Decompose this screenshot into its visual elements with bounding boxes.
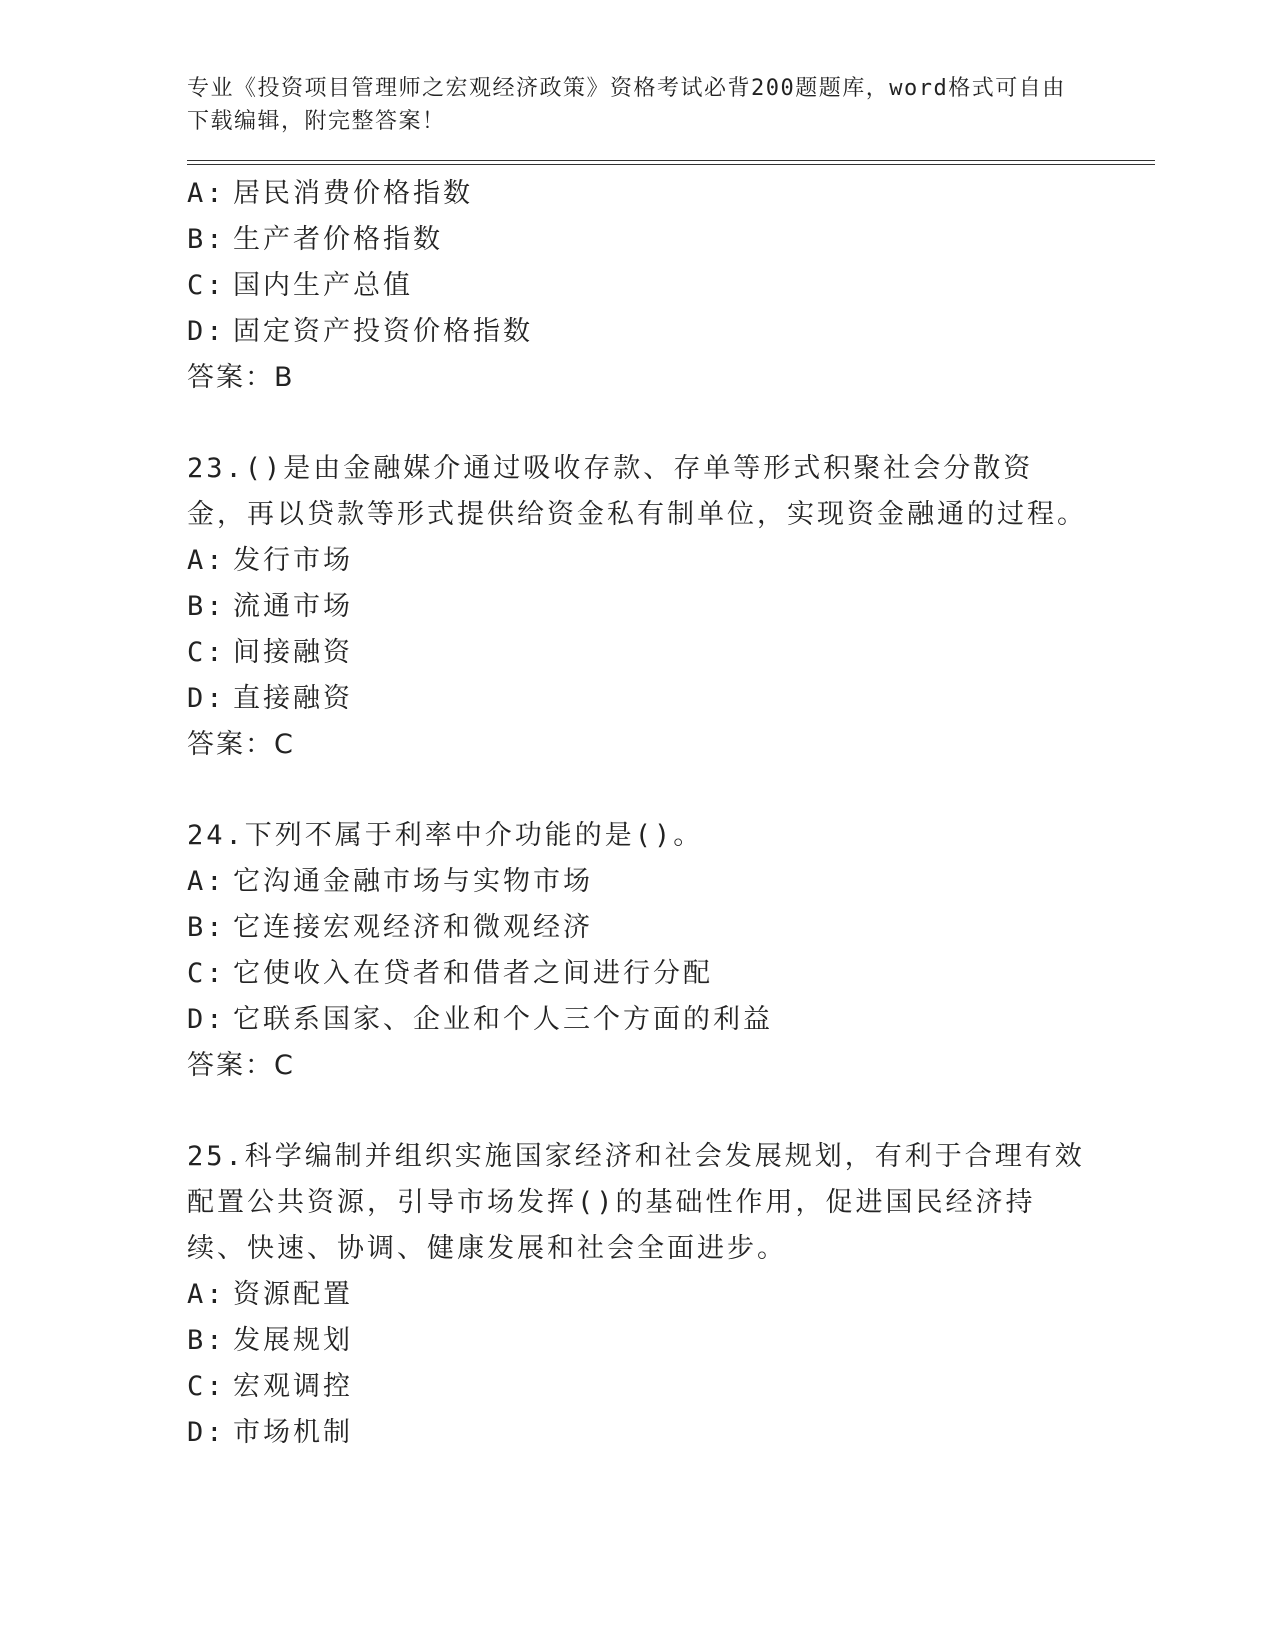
question-text: 23.()是由金融媒介通过吸收存款、存单等形式积聚社会分散资金，再以贷款等形式提供给资金私有制单位，实现资金融通的过程。 — [187, 453, 1087, 530]
question-23 — [187, 446, 1157, 768]
option-b — [187, 905, 1157, 951]
option-c — [187, 263, 1157, 309]
option-text: 间接融资 — [233, 637, 353, 668]
option-d — [187, 1410, 1157, 1456]
option-letter: B: — [187, 1325, 226, 1356]
question-text: 24.下列不属于利率中介功能的是()。 — [187, 820, 704, 851]
question-22 — [187, 171, 1157, 401]
option-c — [187, 630, 1157, 676]
question-25 — [187, 1134, 1157, 1456]
option-letter: B: — [187, 224, 226, 255]
option-text: 市场机制 — [233, 1417, 353, 1448]
option-text: 资源配置 — [233, 1279, 353, 1310]
option-a — [187, 171, 1157, 217]
option-text: 固定资产投资价格指数 — [233, 316, 533, 347]
option-a — [187, 538, 1157, 584]
header-divider — [187, 160, 1155, 165]
option-b — [187, 217, 1157, 263]
question-text: 25.科学编制并组织实施国家经济和社会发展规划，有利于合理有效配置公共资源，引导市场发挥()的基础性作用，促进国民经济持续、快速、协调、健康发展和社会全面进步。 — [187, 1141, 1085, 1264]
answer-line: 答案：B — [187, 362, 295, 393]
option-a — [187, 1272, 1157, 1318]
option-text: 居民消费价格指数 — [233, 178, 473, 209]
option-letter: C: — [187, 270, 226, 301]
option-letter: A: — [187, 545, 226, 576]
option-text: 它沟通金融市场与实物市场 — [233, 866, 593, 897]
answer-line: 答案：C — [187, 1050, 295, 1081]
option-text: 发展规划 — [233, 1325, 353, 1356]
question-24 — [187, 813, 1157, 1089]
option-b — [187, 584, 1157, 630]
option-letter: A: — [187, 178, 226, 209]
option-letter: C: — [187, 958, 226, 989]
option-letter: D: — [187, 316, 226, 347]
option-text: 它使收入在贷者和借者之间进行分配 — [233, 958, 713, 989]
option-a — [187, 859, 1157, 905]
option-d — [187, 309, 1157, 355]
option-letter: A: — [187, 1279, 226, 1310]
option-text: 生产者价格指数 — [233, 224, 443, 255]
option-text: 发行市场 — [233, 545, 353, 576]
option-b — [187, 1318, 1157, 1364]
option-c — [187, 1364, 1157, 1410]
option-text: 它联系国家、企业和个人三个方面的利益 — [233, 1004, 773, 1035]
option-text: 流通市场 — [233, 591, 353, 622]
answer-line: 答案：C — [187, 729, 295, 760]
option-letter: A: — [187, 866, 226, 897]
option-c — [187, 951, 1157, 997]
option-d — [187, 676, 1157, 722]
option-letter: D: — [187, 1417, 226, 1448]
option-letter: D: — [187, 1004, 226, 1035]
document-page — [187, 72, 1157, 1456]
option-letter: C: — [187, 1371, 226, 1402]
option-letter: C: — [187, 637, 226, 668]
option-letter: B: — [187, 912, 226, 943]
option-d — [187, 997, 1157, 1043]
option-letter: B: — [187, 591, 226, 622]
document-header: 专业《投资项目管理师之宏观经济政策》资格考试必背200题题库，word格式可自由下载编辑，附完整答案！ — [187, 76, 1066, 134]
option-text: 宏观调控 — [233, 1371, 353, 1402]
option-text: 直接融资 — [233, 683, 353, 714]
option-letter: D: — [187, 683, 226, 714]
option-text: 它连接宏观经济和微观经济 — [233, 912, 593, 943]
option-text: 国内生产总值 — [233, 270, 413, 301]
